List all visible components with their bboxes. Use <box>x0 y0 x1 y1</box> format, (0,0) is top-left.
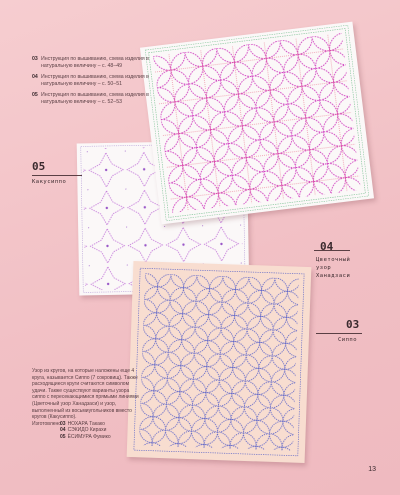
embroidery-cloth-04 <box>140 22 374 225</box>
label-05-divider <box>32 175 82 176</box>
toc-item-text: Инструкция по вышиванию, схема изделия в натуральную величину – с. 52–53 <box>41 92 149 105</box>
label-04-number: 04 <box>320 240 334 253</box>
credit-number: 05 <box>60 433 66 440</box>
toc-item-number: 05 <box>32 92 38 98</box>
credits-lead: Изготовлено <box>32 420 62 427</box>
credit-row <box>32 434 144 441</box>
page-number: 13 <box>368 466 376 473</box>
toc-item-text: Инструкция по вышиванию, схема изделия в натуральную величину – с. 48–49 <box>41 56 149 69</box>
description-paragraph: Узор из кругов, на которые наложены еще 4 круга, называется Сиппо (7 сокровищ). Также расходящиеся круги считаются символом удачи. Также существуют варианты узора сиппо с пересекающимися прямыми линиями (Цветочный узор Ханадзаси) и узор, выполненный из восьмиугольников вместо кругов (Какусиппо). <box>32 368 139 421</box>
instructions-list <box>32 56 172 110</box>
embroidery-cloth-03 <box>127 261 312 463</box>
description-text-block <box>32 368 144 441</box>
label-04-name: Цветочный узор Ханадзаси <box>316 257 351 279</box>
credit-name: СЭКИДО Кирахи <box>67 427 107 434</box>
credit-row <box>32 427 144 434</box>
toc-item <box>32 74 172 88</box>
hanadzasi-pattern <box>140 22 374 225</box>
label-03-number: 03 <box>346 318 360 331</box>
toc-item-number: 03 <box>32 56 38 62</box>
label-05-name: Какусиппо <box>32 179 67 185</box>
credit-number: 04 <box>60 427 66 434</box>
toc-item <box>32 56 172 70</box>
credit-name: НОХАРА Такако <box>67 420 105 427</box>
sippo-pattern <box>127 261 312 463</box>
label-03-divider <box>316 333 362 334</box>
toc-item <box>32 92 172 106</box>
credit-number: 03 <box>60 420 66 427</box>
credit-row <box>32 421 144 428</box>
toc-item-text: Инструкция по вышиванию, схема изделия в натуральную величину – с. 50–51 <box>41 74 149 87</box>
credits <box>32 421 144 441</box>
label-03-name: Сиппо <box>338 337 358 343</box>
toc-item-number: 04 <box>32 74 38 80</box>
label-05-number: 05 <box>32 160 46 173</box>
credit-name: ЁСИМУРА Фумико <box>67 433 111 440</box>
